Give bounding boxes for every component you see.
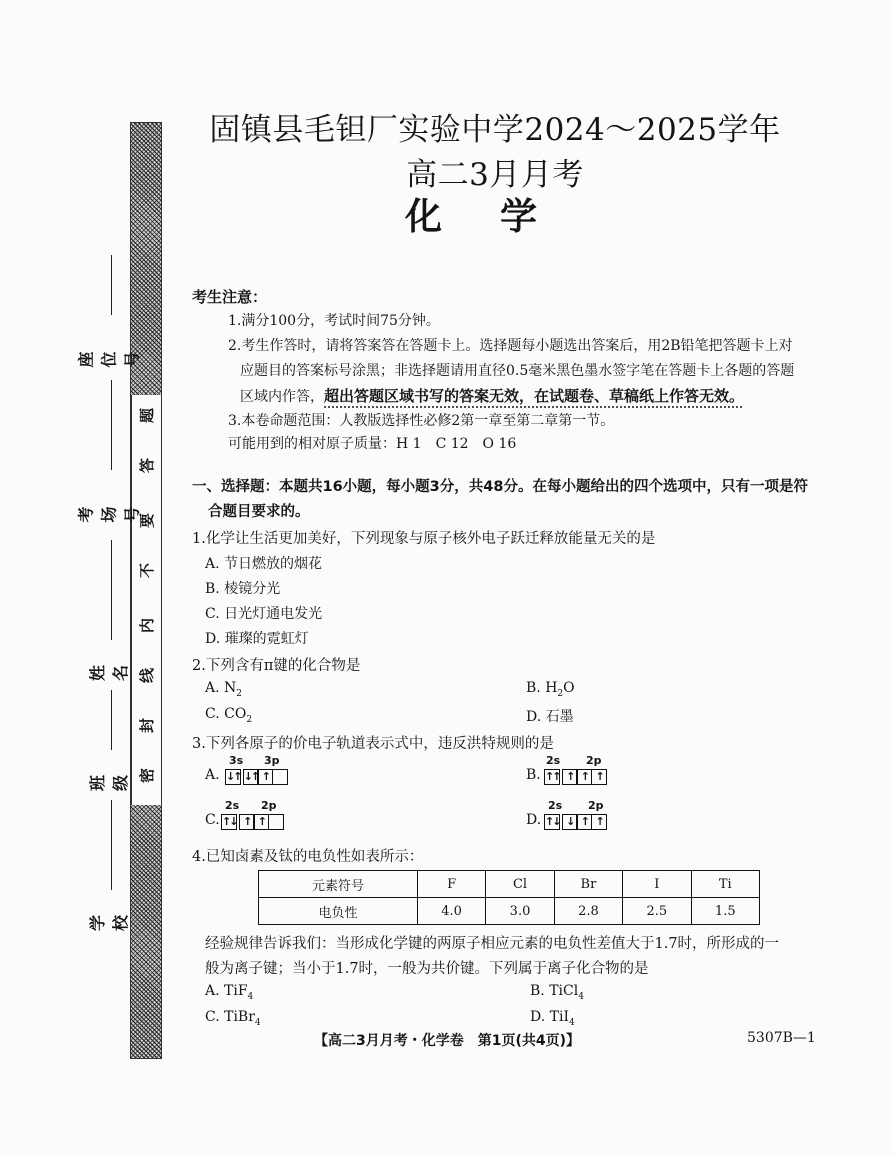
q4-option-b-text: B. TiCl: [530, 983, 579, 999]
page-footer: 【高二3月月考・化学卷 第1页(共4页)】: [314, 1033, 581, 1049]
orbital-cell: ↑↓: [222, 815, 237, 828]
table-header-cell: Cl: [486, 871, 554, 898]
orbital-label-3s: 3s: [229, 754, 244, 767]
seat-number-line[interactable]: [111, 255, 112, 315]
q4-option-d-text: D. TiI: [530, 1009, 569, 1025]
table-cell: 电负性: [259, 898, 418, 925]
orbital-label-2s: 2s: [548, 799, 563, 812]
q2-option-a-text: A. N: [205, 680, 237, 696]
q4-option-a: [205, 983, 253, 1002]
orbital-cell: ↑: [562, 769, 578, 785]
q3-letter-d: D.: [526, 812, 542, 828]
q4-option-d: [530, 1009, 575, 1028]
orbital-cell: ↑: [591, 769, 607, 785]
q2-stem: 2.下列含有π键的化合物是: [192, 658, 361, 674]
paper-code: 5307B—1: [747, 1030, 816, 1046]
orbital-cell: ↓↑: [226, 770, 241, 783]
q2-option-b-sub: 2: [557, 688, 564, 699]
orbital-label-3p: 3p: [264, 754, 280, 767]
orbital-cell: ↑: [591, 814, 607, 830]
table-header-cell: Br: [554, 871, 622, 898]
seal-char: 线: [138, 668, 156, 684]
q2-option-b: [526, 680, 575, 699]
q2-option-a-sub: 2: [236, 688, 242, 699]
orbital-cell: ↓: [562, 814, 578, 830]
orbital-cell: ↑↑: [545, 770, 560, 783]
notice-item-1: 1.满分100分，考试时间75分钟。: [228, 313, 440, 329]
q4-option-d-sub: 4: [568, 1017, 575, 1028]
notice-emphasis: 超出答题区域书写的答案无效，在试题卷、草稿纸上作答无效。: [324, 387, 745, 405]
q4-option-b-sub: 4: [578, 991, 584, 1002]
orbital-boxes: [544, 769, 606, 785]
school-line[interactable]: [111, 800, 112, 890]
name-line[interactable]: [111, 540, 112, 640]
orbital-label-2p: 2p: [261, 799, 277, 812]
notice-item-2-line-3-start: 区域内作答，: [240, 389, 324, 405]
table-cell: 2.8: [554, 898, 622, 925]
orbital-cell: ↓↑: [243, 770, 259, 783]
orbital-boxes: [221, 814, 283, 830]
q2-option-c-sub: 2: [246, 714, 253, 725]
q1-option-b: B. 棱镜分光: [205, 581, 281, 597]
notice-item-2-line-3: [240, 385, 744, 406]
notice-item-2-line-1: 2.考生作答时，请将答案答在答题卡上。选择题每小题选出答案后，用2B铅笔把答题卡上对: [228, 338, 793, 354]
table-cell: 3.0: [486, 898, 554, 925]
electronegativity-table: [258, 870, 760, 925]
seal-char: 内: [138, 618, 156, 634]
notice-item-3: 3.本卷命题范围：人教版选择性必修2第一章至第二章第一节。: [228, 413, 615, 429]
table-header-cell: 元素符号: [259, 871, 418, 898]
atomic-masses: 可能用到的相对原子质量：H 1 C 12 O 16: [228, 436, 517, 452]
q4-option-a-text: A. TiF: [205, 983, 248, 999]
orbital-label-2s: 2s: [225, 799, 240, 812]
q2-option-d: D. 石墨: [526, 709, 574, 725]
orbital-boxes: [544, 814, 606, 830]
q4-option-c-sub: 4: [254, 1017, 261, 1028]
table-row: [259, 871, 760, 898]
orbital-boxes: [225, 769, 287, 785]
orbital-cell: ↑: [257, 769, 273, 785]
orbital-cell: ↑: [576, 769, 592, 785]
q1-stem: 1.化学让生活更加美好，下列现象与原子核外电子跃迁释放能量无关的是: [192, 531, 656, 547]
orbital-cell: ↑: [239, 814, 255, 830]
q3-stem: 3.下列各原子的价电子轨道表示式中，违反洪特规则的是: [192, 736, 554, 752]
section-1-instructions-line-2: 合题目要求的。: [208, 504, 310, 520]
orbital-cell: ↑: [576, 814, 592, 830]
orbital-cell: ↑↓: [545, 815, 560, 828]
q4-stem: 4.已知卤素及钛的电负性如表所示：: [192, 849, 424, 865]
q1-option-c: C. 日光灯通电发光: [205, 606, 323, 622]
table-cell: 2.5: [623, 898, 691, 925]
q3-letter-c: C.: [205, 812, 220, 828]
school-label: 学校: [88, 915, 130, 932]
q1-option-a: A. 节日燃放的烟花: [205, 556, 323, 572]
seal-char: 答: [138, 458, 156, 474]
q2-option-b-text: B. H: [526, 680, 558, 696]
table-header-cell: F: [417, 871, 485, 898]
orbital-label-2p: 2p: [588, 799, 604, 812]
q2-option-b-end: O: [563, 680, 575, 696]
orbital-cell: ↑: [253, 814, 269, 830]
orbital-label-2p: 2p: [586, 754, 602, 767]
notice-item-2-line-2: 应题目的答案标号涂黑；非选择题请用直径0.5毫米黑色墨水签字笔在答题卡上各题的答题: [240, 363, 795, 379]
table-cell: 1.5: [691, 898, 759, 925]
q3-letter-b: B.: [526, 767, 541, 783]
orbital-cell: [268, 814, 284, 830]
section-1-instructions-line-1: 一、选择题：本题共16小题，每小题3分，共48分。在每小题给出的四个选项中，只有一项是符: [192, 479, 808, 495]
q4-text-line-1: 经验规律告诉我们：当形成化学键的两原子相应元素的电负性差值大于1.7时，所形成的一: [205, 936, 780, 952]
seal-char: 密: [138, 768, 156, 784]
subject-title: 化学: [405, 195, 595, 238]
seal-char: 要: [138, 513, 156, 529]
table-header-cell: Ti: [691, 871, 759, 898]
q1-option-d: D. 璀璨的霓虹灯: [205, 631, 309, 647]
exam-title: 固镇县毛钽厂实验中学2024～2025学年高二3月月考: [209, 112, 781, 193]
seal-char: 不: [138, 563, 156, 579]
seat-number-label: 座位号: [76, 351, 142, 368]
exam-room-label: 考场号: [76, 506, 142, 523]
q4-option-a-sub: 4: [247, 991, 254, 1002]
seal-char: 题: [138, 408, 156, 424]
table-cell: 4.0: [417, 898, 485, 925]
name-label: 姓名: [88, 665, 130, 682]
q4-option-c: [205, 1009, 261, 1028]
q2-option-c: [205, 706, 252, 725]
class-label: 班级: [88, 775, 130, 792]
q2-option-a: [205, 680, 242, 699]
orbital-cell: [272, 769, 288, 785]
seal-char: 封: [138, 718, 156, 734]
q4-option-b: [530, 983, 584, 1002]
q4-text-line-2: 般为离子键；当小于1.7时，一般为共价键。下列属于离子化合物的是: [205, 961, 649, 977]
q2-option-c-text: C. CO: [205, 706, 247, 722]
q4-option-c-text: C. TiBr: [205, 1009, 255, 1025]
seal-line-box: [131, 395, 162, 805]
orbital-label-2s: 2s: [546, 754, 561, 767]
exam-room-line[interactable]: [111, 380, 112, 470]
table-header-cell: I: [623, 871, 691, 898]
class-line[interactable]: [111, 690, 112, 750]
notice-heading: 考生注意：: [192, 288, 268, 306]
table-row: [259, 898, 760, 925]
q3-letter-a: A.: [205, 767, 220, 783]
